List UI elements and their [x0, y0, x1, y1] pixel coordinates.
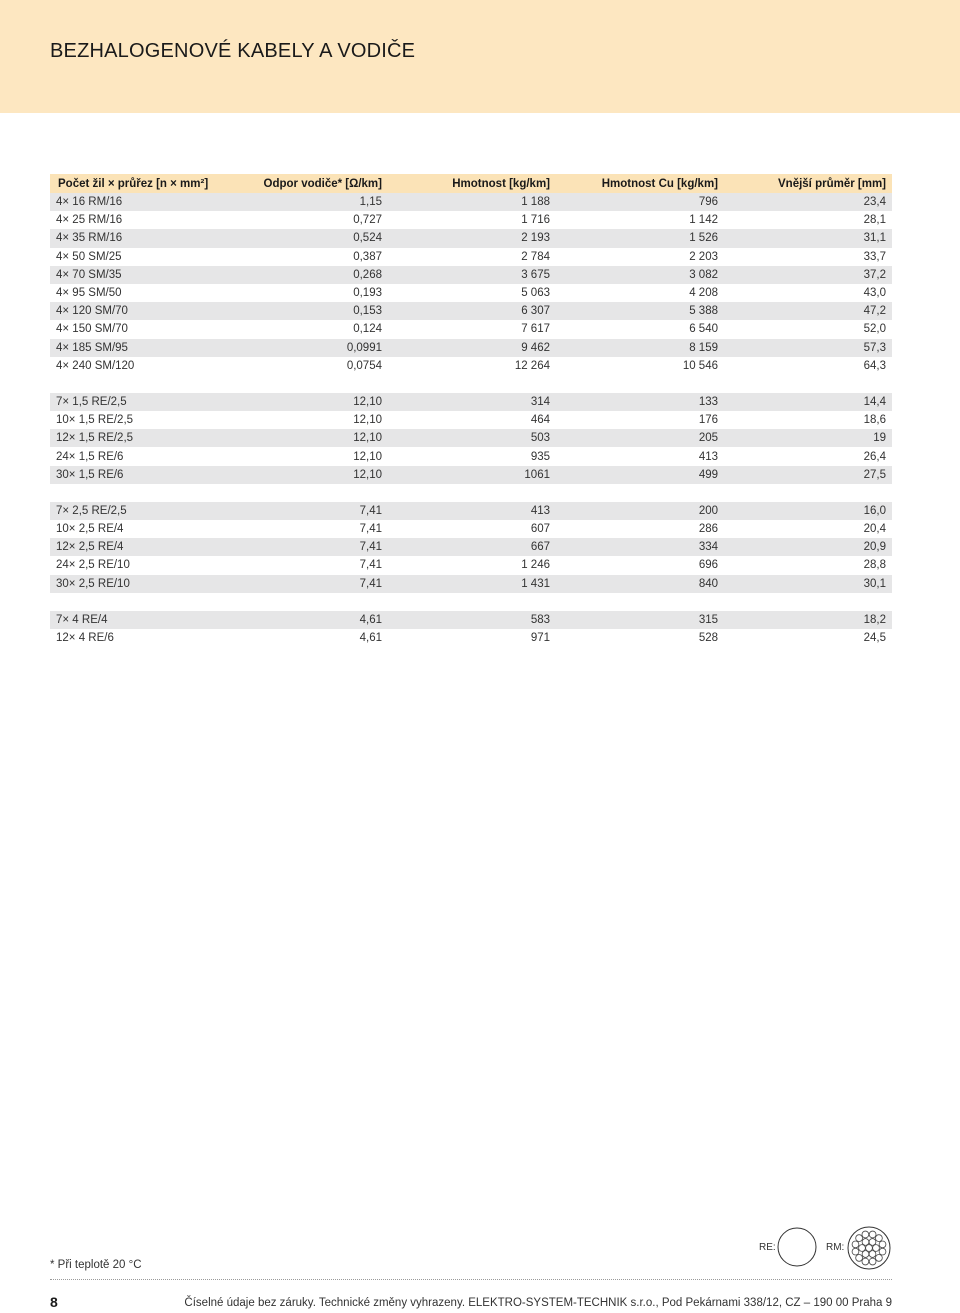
cell-weight: 503 — [388, 429, 556, 447]
cell-outer-diameter: 37,2 — [724, 266, 892, 284]
cell-cores-cross-section: 4× 95 SM/50 — [50, 284, 250, 302]
cell-cu-weight: 1 142 — [556, 211, 724, 229]
table-row — [50, 575, 892, 593]
cell-resistance: 12,10 — [250, 429, 388, 447]
cell-outer-diameter: 26,4 — [724, 447, 892, 465]
table-row — [50, 266, 892, 284]
cell-cu-weight: 8 159 — [556, 339, 724, 357]
cell-cores-cross-section: 7× 4 RE/4 — [50, 611, 250, 629]
table-row — [50, 211, 892, 229]
strand-wire — [866, 1245, 873, 1252]
cell-cu-weight: 315 — [556, 611, 724, 629]
cell-outer-diameter: 20,4 — [724, 520, 892, 538]
cell-resistance: 0,268 — [250, 266, 388, 284]
table-row — [50, 447, 892, 465]
cell-weight: 9 462 — [388, 339, 556, 357]
cell-cu-weight: 133 — [556, 393, 724, 411]
strand-wire — [879, 1241, 886, 1248]
table-row — [50, 284, 892, 302]
strand-wire — [852, 1248, 859, 1255]
table-row — [50, 393, 892, 411]
column-header-weight: Hmotnost [kg/km] — [388, 174, 556, 193]
cell-resistance: 7,41 — [250, 538, 388, 556]
cell-cu-weight: 3 082 — [556, 266, 724, 284]
strand-wire — [876, 1235, 883, 1242]
cell-outer-diameter: 14,4 — [724, 393, 892, 411]
cell-weight: 1 431 — [388, 575, 556, 593]
cell-cores-cross-section: 12× 1,5 RE/2,5 — [50, 429, 250, 447]
cell-cu-weight: 796 — [556, 193, 724, 211]
cell-resistance: 1,15 — [250, 193, 388, 211]
cell-resistance: 0,387 — [250, 248, 388, 266]
cell-outer-diameter: 18,2 — [724, 611, 892, 629]
cell-outer-diameter: 52,0 — [724, 320, 892, 338]
cell-outer-diameter: 24,5 — [724, 629, 892, 647]
cell-cores-cross-section: 4× 16 RM/16 — [50, 193, 250, 211]
table-row — [50, 357, 892, 375]
cell-weight: 12 264 — [388, 357, 556, 375]
cell-outer-diameter: 27,5 — [724, 466, 892, 484]
cell-resistance: 7,41 — [250, 502, 388, 520]
cell-outer-diameter: 28,8 — [724, 556, 892, 574]
cell-weight: 583 — [388, 611, 556, 629]
table-row — [50, 411, 892, 429]
cell-cu-weight: 5 388 — [556, 302, 724, 320]
cell-weight: 971 — [388, 629, 556, 647]
cell-outer-diameter: 57,3 — [724, 339, 892, 357]
cell-cores-cross-section: 4× 240 SM/120 — [50, 357, 250, 375]
cell-weight: 2 193 — [388, 229, 556, 247]
cell-cores-cross-section: 4× 50 SM/25 — [50, 248, 250, 266]
table-row — [50, 320, 892, 338]
table-row — [50, 520, 892, 538]
cell-cu-weight: 413 — [556, 447, 724, 465]
cell-resistance: 0,124 — [250, 320, 388, 338]
group-spacer — [50, 484, 892, 502]
cell-resistance: 0,193 — [250, 284, 388, 302]
cell-cores-cross-section: 4× 25 RM/16 — [50, 211, 250, 229]
cell-cu-weight: 176 — [556, 411, 724, 429]
table-row — [50, 248, 892, 266]
cell-outer-diameter: 23,4 — [724, 193, 892, 211]
table-row — [50, 302, 892, 320]
table-row — [50, 556, 892, 574]
cell-weight: 935 — [388, 447, 556, 465]
cell-cu-weight: 334 — [556, 538, 724, 556]
cell-outer-diameter: 31,1 — [724, 229, 892, 247]
footer-text: Číselné údaje bez záruky. Technické změny vyhrazeny. ELEKTRO-SYSTEM-TECHNIK s.r.o., Pod Pekárnami 338/12, CZ – 190 00 Praha 9 — [184, 1297, 892, 1309]
footer-divider — [50, 1279, 892, 1280]
cell-cu-weight: 499 — [556, 466, 724, 484]
strand-wire — [869, 1251, 876, 1258]
cell-weight: 1061 — [388, 466, 556, 484]
cell-weight: 5 063 — [388, 284, 556, 302]
cell-cu-weight: 205 — [556, 429, 724, 447]
cell-outer-diameter: 28,1 — [724, 211, 892, 229]
strand-wire — [862, 1231, 869, 1238]
column-header-outer-diameter: Vnější průměr [mm] — [724, 174, 892, 193]
cell-weight: 7 617 — [388, 320, 556, 338]
cell-cu-weight: 6 540 — [556, 320, 724, 338]
cell-resistance: 0,727 — [250, 211, 388, 229]
strand-wire — [869, 1239, 876, 1246]
cell-outer-diameter: 47,2 — [724, 302, 892, 320]
footnote: * Při teplotě 20 °C — [50, 1259, 142, 1271]
cell-weight: 464 — [388, 411, 556, 429]
cell-cu-weight: 4 208 — [556, 284, 724, 302]
cell-cores-cross-section: 4× 70 SM/35 — [50, 266, 250, 284]
cell-resistance: 4,61 — [250, 629, 388, 647]
cell-resistance: 7,41 — [250, 520, 388, 538]
cell-cores-cross-section: 4× 185 SM/95 — [50, 339, 250, 357]
cell-weight: 1 188 — [388, 193, 556, 211]
column-header-resistance: Odpor vodiče* [Ω/km] — [250, 174, 388, 193]
table-row — [50, 629, 892, 647]
strand-wire — [879, 1248, 886, 1255]
strand-wire — [873, 1245, 880, 1252]
cell-resistance: 7,41 — [250, 575, 388, 593]
cell-cu-weight: 200 — [556, 502, 724, 520]
cell-cores-cross-section: 10× 2,5 RE/4 — [50, 520, 250, 538]
cell-cores-cross-section: 24× 2,5 RE/10 — [50, 556, 250, 574]
cell-cores-cross-section: 4× 120 SM/70 — [50, 302, 250, 320]
cell-resistance: 12,10 — [250, 393, 388, 411]
cell-outer-diameter: 64,3 — [724, 357, 892, 375]
cell-cu-weight: 840 — [556, 575, 724, 593]
cell-resistance: 0,524 — [250, 229, 388, 247]
column-header-cores: Počet žil × průřez [n × mm²] — [50, 174, 250, 193]
legend-re-label: RE: — [759, 1242, 776, 1253]
table-body — [50, 193, 892, 647]
cell-resistance: 4,61 — [250, 611, 388, 629]
cell-cores-cross-section: 30× 1,5 RE/6 — [50, 466, 250, 484]
cell-cu-weight: 10 546 — [556, 357, 724, 375]
table-header-row — [50, 174, 892, 193]
cable-table — [50, 174, 892, 647]
strand-wire — [869, 1231, 876, 1238]
re-conductor-icon — [777, 1227, 817, 1267]
strand-wire — [876, 1255, 883, 1262]
cell-outer-diameter: 30,1 — [724, 575, 892, 593]
cell-weight: 1 246 — [388, 556, 556, 574]
strand-wire — [862, 1239, 869, 1246]
page-title: BEZHALOGENOVÉ KABELY A VODIČE — [50, 40, 416, 62]
cell-resistance: 12,10 — [250, 466, 388, 484]
cell-weight: 607 — [388, 520, 556, 538]
cell-outer-diameter: 19 — [724, 429, 892, 447]
cell-outer-diameter: 43,0 — [724, 284, 892, 302]
strand-wire — [862, 1251, 869, 1258]
cell-cores-cross-section: 4× 35 RM/16 — [50, 229, 250, 247]
cell-resistance: 0,0991 — [250, 339, 388, 357]
cell-resistance: 0,0754 — [250, 357, 388, 375]
cell-cores-cross-section: 12× 2,5 RE/4 — [50, 538, 250, 556]
table-row — [50, 339, 892, 357]
table-row — [50, 429, 892, 447]
cell-weight: 413 — [388, 502, 556, 520]
cell-outer-diameter: 33,7 — [724, 248, 892, 266]
cell-cu-weight: 2 203 — [556, 248, 724, 266]
table-row — [50, 193, 892, 211]
cell-cu-weight: 1 526 — [556, 229, 724, 247]
cell-weight: 2 784 — [388, 248, 556, 266]
table-row — [50, 466, 892, 484]
strand-wire — [869, 1258, 876, 1265]
cell-cores-cross-section: 12× 4 RE/6 — [50, 629, 250, 647]
table-row — [50, 229, 892, 247]
cell-resistance: 12,10 — [250, 447, 388, 465]
page-number: 8 — [50, 1294, 58, 1310]
cell-weight: 1 716 — [388, 211, 556, 229]
group-spacer — [50, 375, 892, 393]
legend-rm-label: RM: — [826, 1242, 845, 1253]
cell-weight: 3 675 — [388, 266, 556, 284]
cell-cores-cross-section: 7× 2,5 RE/2,5 — [50, 502, 250, 520]
strand-wire — [856, 1235, 863, 1242]
strand-wire — [859, 1245, 866, 1252]
cell-cores-cross-section: 7× 1,5 RE/2,5 — [50, 393, 250, 411]
cell-resistance: 12,10 — [250, 411, 388, 429]
table-row — [50, 611, 892, 629]
cell-outer-diameter: 20,9 — [724, 538, 892, 556]
strand-wire — [862, 1258, 869, 1265]
cell-cores-cross-section: 30× 2,5 RE/10 — [50, 575, 250, 593]
cell-weight: 6 307 — [388, 302, 556, 320]
cell-outer-diameter: 18,6 — [724, 411, 892, 429]
cell-cores-cross-section: 10× 1,5 RE/2,5 — [50, 411, 250, 429]
cell-resistance: 7,41 — [250, 556, 388, 574]
table-row — [50, 502, 892, 520]
column-header-cu-weight: Hmotnost Cu [kg/km] — [556, 174, 724, 193]
cell-cores-cross-section: 24× 1,5 RE/6 — [50, 447, 250, 465]
strand-wire — [856, 1255, 863, 1262]
rm-stranded-conductor-icon — [847, 1226, 891, 1270]
cell-resistance: 0,153 — [250, 302, 388, 320]
strand-wire — [852, 1241, 859, 1248]
table-row — [50, 538, 892, 556]
cell-cu-weight: 528 — [556, 629, 724, 647]
cell-outer-diameter: 16,0 — [724, 502, 892, 520]
cell-cu-weight: 696 — [556, 556, 724, 574]
group-spacer — [50, 593, 892, 611]
cell-weight: 667 — [388, 538, 556, 556]
cell-cu-weight: 286 — [556, 520, 724, 538]
cell-cores-cross-section: 4× 150 SM/70 — [50, 320, 250, 338]
cell-weight: 314 — [388, 393, 556, 411]
